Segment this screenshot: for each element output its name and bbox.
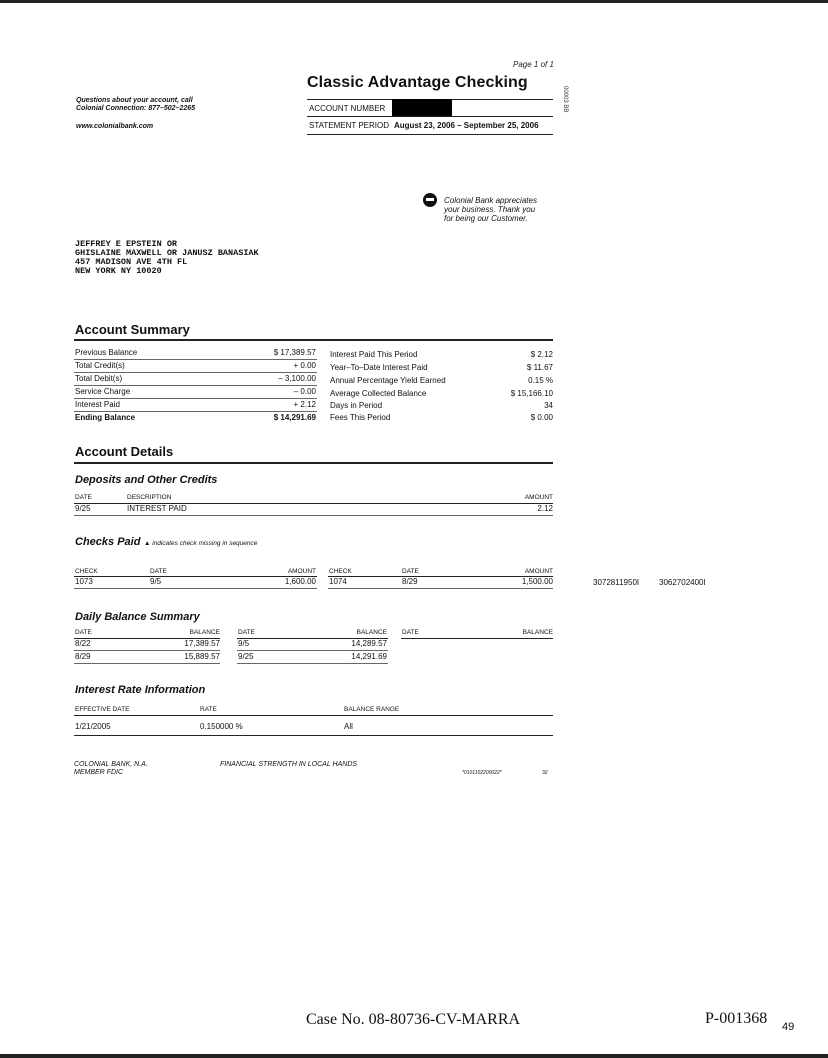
balance-date: 9/5 [238, 639, 250, 648]
account-details-title: Account Details [75, 444, 174, 459]
balance-row-rule [237, 650, 388, 651]
address-line-3: 457 MADISON AVE 4TH FL [75, 257, 188, 267]
footer-tagline: FINANCIAL STRENGTH IN LOCAL HANDS [220, 761, 358, 768]
footer-bank-name: COLONIAL BANK, N.A. [74, 761, 148, 768]
summary-label: Previous Balance [75, 348, 138, 357]
appreciation-line-2: your business. Thank you [444, 205, 536, 214]
check-number-header-2: CHECK [329, 568, 352, 575]
summary-label: Average Collected Balance [330, 389, 427, 398]
summary-label: Fees This Period [330, 413, 391, 422]
bank-website: www.colonialbank.com [76, 123, 154, 130]
footer-bank-info [74, 761, 148, 777]
appreciation-line-1: Colonial Bank appreciates [444, 196, 537, 205]
check-number: 1073 [75, 577, 93, 586]
footer-barcode-text: *0101102200022* [462, 770, 502, 776]
footer-number: 32 [542, 770, 548, 776]
check-date-2: 8/29 [402, 577, 418, 586]
deposits-title: Deposits and Other Credits [75, 474, 218, 486]
footer-member-fdic: MEMBER FDIC [74, 769, 123, 776]
questions-line-1: Questions about your account, call [76, 97, 193, 104]
statement-period-value: August 23, 2006 – September 25, 2006 [394, 121, 539, 130]
page-label: Page 1 of 1 [513, 60, 554, 69]
row-rule [74, 398, 317, 399]
row-rule [74, 359, 317, 360]
checks-row-rule-right [328, 588, 553, 589]
balance-amount: 14,289.57 [351, 639, 387, 648]
period-rule [307, 134, 553, 135]
balance-amount: 14,291.69 [351, 652, 387, 661]
page-top-border [0, 0, 828, 3]
check-amount: 1,600.00 [284, 577, 316, 586]
statement-period-label: STATEMENT PERIOD [309, 121, 390, 130]
summary-rule [74, 339, 553, 341]
balance-range-header: BALANCE RANGE [344, 706, 400, 713]
interest-row-rule [74, 735, 553, 736]
balance-amount: 15,889.57 [184, 652, 220, 661]
balance-row-rule [74, 650, 220, 651]
check-amount-2: 1,500.00 [521, 577, 553, 586]
summary-value: – 0.00 [293, 387, 316, 396]
account-number-redaction [392, 99, 452, 117]
check-image-number: 3072811950I [593, 578, 640, 587]
deposits-row-rule [74, 515, 553, 516]
address-line-1: JEFFREY E EPSTEIN OR [75, 239, 178, 249]
effective-date: 1/21/2005 [75, 722, 111, 731]
account-summary-title: Account Summary [75, 322, 190, 337]
summary-value: $ 14,291.69 [273, 413, 316, 422]
interest-rate-title: Interest Rate Information [75, 684, 206, 696]
check-number-header: CHECK [75, 568, 98, 575]
balance-date: 8/22 [75, 639, 91, 648]
side-code: 00003 BB [562, 86, 568, 113]
deposit-description: INTEREST PAID [127, 504, 187, 513]
checks-row-rule-left [74, 588, 317, 589]
interest-header-rule [74, 715, 553, 716]
summary-label: Total Credit(s) [75, 361, 125, 370]
balance-date: 9/25 [238, 652, 254, 661]
balance-date-header: DATE [75, 629, 92, 636]
check-date-header: DATE [150, 568, 167, 575]
appreciation-line-3: for being our Customer. [444, 214, 528, 223]
page-bottom-border [0, 1054, 828, 1058]
balance-row-rule [237, 663, 388, 664]
deposit-date: 9/25 [75, 504, 91, 513]
balance-date-header-3: DATE [402, 629, 419, 636]
row-rule [74, 372, 317, 373]
statement-title: Classic Advantage Checking [307, 74, 528, 91]
balance-date: 8/29 [75, 652, 91, 661]
deposits-date-header: DATE [75, 494, 92, 501]
balance-range: All [344, 722, 353, 731]
missing-check-note: ▲ indicates check missing in sequence [144, 540, 258, 547]
check-date-header-2: DATE [402, 568, 419, 575]
appreciation-message [444, 196, 564, 223]
row-rule [74, 411, 317, 412]
balance-date-header-2: DATE [238, 629, 255, 636]
row-rule [74, 385, 317, 386]
questions-line-2: Colonial Connection: 877–502–2265 [76, 105, 196, 112]
check-amount-header-2: AMOUNT [524, 568, 553, 575]
effective-date-header: EFFECTIVE DATE [75, 706, 130, 713]
case-number: Case No. 08-80736-CV-MARRA [306, 1011, 521, 1028]
summary-value: 0.15 % [528, 376, 553, 385]
check-number-2: 1074 [329, 577, 347, 586]
deposits-description-header: DESCRIPTION [127, 494, 172, 501]
deposit-amount: 2.12 [537, 504, 553, 513]
summary-value: – 3,100.00 [278, 374, 316, 383]
check-amount-header: AMOUNT [287, 568, 316, 575]
balance-amount-header-2: BALANCE [356, 629, 387, 636]
summary-label: Interest Paid This Period [330, 350, 418, 359]
summary-value: $ 17,389.57 [273, 348, 316, 357]
address-line-4: NEW YORK NY 10020 [75, 266, 162, 276]
balance-amount: 17,389.57 [184, 639, 220, 648]
rate-header: RATE [200, 706, 217, 713]
summary-label: Days in Period [330, 401, 383, 410]
balance-row-rule [74, 663, 220, 664]
details-rule [74, 462, 553, 464]
summary-label: Service Charge [75, 387, 131, 396]
summary-label: Year–To–Date Interest Paid [330, 363, 428, 372]
summary-value: + 0.00 [293, 361, 316, 370]
daily-balance-title: Daily Balance Summary [75, 611, 200, 623]
deposits-amount-header: AMOUNT [524, 494, 553, 501]
balance-amount-header: BALANCE [189, 629, 220, 636]
summary-label: Total Debit(s) [75, 374, 123, 383]
summary-value: $ 11.67 [526, 363, 553, 372]
balance-header-rule-3 [401, 638, 553, 639]
colonial-bank-logo-icon [423, 193, 437, 207]
summary-value: $ 2.12 [530, 350, 553, 359]
summary-label: Interest Paid [75, 400, 120, 409]
mailing-address [75, 240, 259, 276]
summary-value: 34 [544, 401, 553, 410]
summary-value: $ 0.00 [530, 413, 553, 422]
contact-questions [76, 97, 195, 113]
account-rule [307, 116, 553, 117]
check-date: 9/5 [150, 577, 162, 586]
address-line-2: GHISLAINE MAXWELL OR JANUSZ BANASIAK [75, 248, 259, 258]
interest-rate: 0.150000 % [200, 722, 243, 731]
checks-paid-title: Checks Paid [75, 536, 141, 548]
summary-label: Ending Balance [75, 413, 136, 422]
balance-amount-header-3: BALANCE [522, 629, 553, 636]
summary-label: Annual Percentage Yield Earned [330, 376, 446, 385]
summary-value: $ 15,166.10 [510, 389, 553, 398]
page-number: 49 [782, 1021, 795, 1033]
summary-value: + 2.12 [293, 400, 316, 409]
check-image-number: 3062702400I [659, 578, 706, 587]
bates-number: P-001368 [705, 1010, 768, 1027]
account-number-label: ACCOUNT NUMBER [309, 104, 386, 113]
